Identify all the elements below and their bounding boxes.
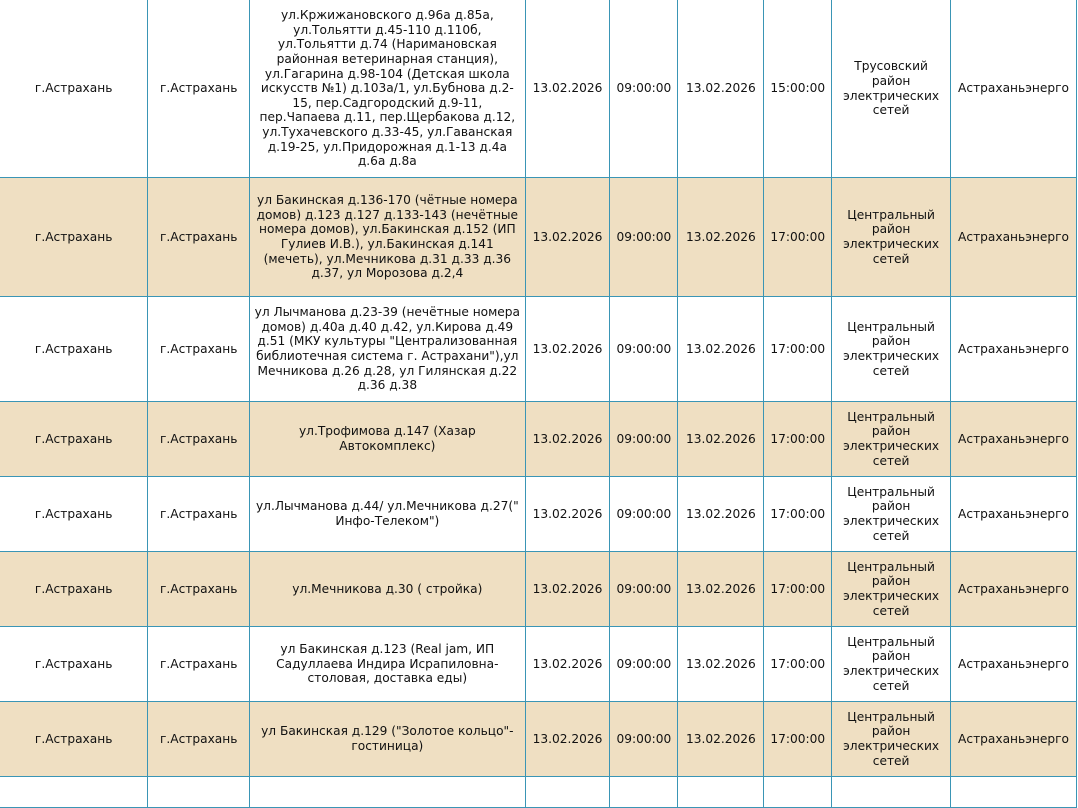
empty-cell xyxy=(764,777,832,808)
end-date-cell: 13.02.2026 xyxy=(678,297,764,402)
city-cell: г.Астрахань xyxy=(0,552,148,627)
address-cell: ул Бакинская д.129 ("Золотое кольцо"-гостиница) xyxy=(250,702,525,777)
table-row xyxy=(0,627,1077,702)
end-time-cell: 17:00:00 xyxy=(764,178,832,297)
end-time-cell: 17:00:00 xyxy=(764,477,832,552)
company-cell: Астраханьэнерго xyxy=(951,552,1077,627)
end-date-cell: 13.02.2026 xyxy=(678,477,764,552)
table-row xyxy=(0,702,1077,777)
locality-cell: г.Астрахань xyxy=(148,0,250,178)
empty-cell xyxy=(250,777,525,808)
empty-cell xyxy=(525,777,610,808)
company-cell: Астраханьэнерго xyxy=(951,627,1077,702)
city-cell: г.Астрахань xyxy=(0,402,148,477)
start-time-cell: 09:00:00 xyxy=(610,477,678,552)
address-cell: ул.Лычманова д.44/ ул.Мечникова д.27(" Инфо-Телеком") xyxy=(250,477,525,552)
end-date-cell: 13.02.2026 xyxy=(678,402,764,477)
address-cell: ул Бакинская д.136-170 (чётные номера домов) д.123 д.127 д.133-143 (нечётные номера домов), ул.Бакинская д.152 (ИП Гулиев И.В.), ул.Бакинская д.141 (мечеть), ул.Мечникова д.31 д.33 д.36 д.37, ул Морозова д.2,4 xyxy=(250,178,525,297)
city-cell: г.Астрахань xyxy=(0,627,148,702)
district-cell: Центральный район электрических сетей xyxy=(832,702,951,777)
end-date-cell: 13.02.2026 xyxy=(678,552,764,627)
locality-cell: г.Астрахань xyxy=(148,178,250,297)
start-date-cell: 13.02.2026 xyxy=(525,552,610,627)
district-cell: Центральный район электрических сетей xyxy=(832,402,951,477)
table-row xyxy=(0,402,1077,477)
start-date-cell: 13.02.2026 xyxy=(525,178,610,297)
start-date-cell: 13.02.2026 xyxy=(525,0,610,178)
district-cell: Центральный район электрических сетей xyxy=(832,552,951,627)
company-cell: Астраханьэнерго xyxy=(951,402,1077,477)
start-time-cell: 09:00:00 xyxy=(610,178,678,297)
company-cell: Астраханьэнерго xyxy=(951,702,1077,777)
city-cell: г.Астрахань xyxy=(0,702,148,777)
end-time-cell: 17:00:00 xyxy=(764,552,832,627)
start-time-cell: 09:00:00 xyxy=(610,627,678,702)
end-time-cell: 17:00:00 xyxy=(764,627,832,702)
district-cell: Центральный район электрических сетей xyxy=(832,477,951,552)
locality-cell: г.Астрахань xyxy=(148,477,250,552)
start-date-cell: 13.02.2026 xyxy=(525,402,610,477)
end-date-cell: 13.02.2026 xyxy=(678,702,764,777)
district-cell: Центральный район электрических сетей xyxy=(832,178,951,297)
address-cell: ул.Кржижановского д.96а д.85а, ул.Тольятти д.45-110 д.110б, ул.Тольятти д.74 (Наримановская районная ветеринарная станция), ул.Гагарина д.98-104 (Детская школа искусств №1) д.103а/1, ул.Бубнова д.2-15, пер.Садгородский д.9-11, пер.Чапаева д.11, пер.Щербакова д.12, ул.Тухачевского д.33-45, ул.Гаванская д.19-25, ул.Придорожная д.1-13 д.4а д.6а д.8а xyxy=(250,0,525,178)
locality-cell: г.Астрахань xyxy=(148,702,250,777)
table-row xyxy=(0,0,1077,178)
table-row-partial xyxy=(0,777,1077,808)
end-time-cell: 15:00:00 xyxy=(764,0,832,178)
start-date-cell: 13.02.2026 xyxy=(525,702,610,777)
start-time-cell: 09:00:00 xyxy=(610,297,678,402)
end-date-cell: 13.02.2026 xyxy=(678,178,764,297)
start-time-cell: 09:00:00 xyxy=(610,402,678,477)
table-row xyxy=(0,297,1077,402)
city-cell: г.Астрахань xyxy=(0,0,148,178)
empty-cell xyxy=(832,777,951,808)
address-cell: ул.Трофимова д.147 (Хазар Автокомплекс) xyxy=(250,402,525,477)
end-time-cell: 17:00:00 xyxy=(764,702,832,777)
locality-cell: г.Астрахань xyxy=(148,627,250,702)
start-time-cell: 09:00:00 xyxy=(610,702,678,777)
empty-cell xyxy=(951,777,1077,808)
empty-cell xyxy=(148,777,250,808)
start-date-cell: 13.02.2026 xyxy=(525,297,610,402)
end-time-cell: 17:00:00 xyxy=(764,402,832,477)
start-date-cell: 13.02.2026 xyxy=(525,477,610,552)
end-date-cell: 13.02.2026 xyxy=(678,0,764,178)
empty-cell xyxy=(0,777,148,808)
empty-cell xyxy=(678,777,764,808)
city-cell: г.Астрахань xyxy=(0,477,148,552)
district-cell: Трусовский район электрических сетей xyxy=(832,0,951,178)
address-cell: ул Бакинская д.123 (Real jam, ИП Садуллаева Индира Исрапиловна-столовая, доставка еды) xyxy=(250,627,525,702)
empty-cell xyxy=(610,777,678,808)
district-cell: Центральный район электрических сетей xyxy=(832,627,951,702)
start-time-cell: 09:00:00 xyxy=(610,552,678,627)
city-cell: г.Астрахань xyxy=(0,297,148,402)
locality-cell: г.Астрахань xyxy=(148,402,250,477)
end-date-cell: 13.02.2026 xyxy=(678,627,764,702)
city-cell: г.Астрахань xyxy=(0,178,148,297)
company-cell: Астраханьэнерго xyxy=(951,297,1077,402)
company-cell: Астраханьэнерго xyxy=(951,178,1077,297)
company-cell: Астраханьэнерго xyxy=(951,477,1077,552)
district-cell: Центральный район электрических сетей xyxy=(832,297,951,402)
address-cell: ул.Мечникова д.30 ( стройка) xyxy=(250,552,525,627)
start-date-cell: 13.02.2026 xyxy=(525,627,610,702)
locality-cell: г.Астрахань xyxy=(148,552,250,627)
table-row xyxy=(0,552,1077,627)
table-row xyxy=(0,178,1077,297)
address-cell: ул Лычманова д.23-39 (нечётные номера домов) д.40а д.40 д.42, ул.Кирова д.49 д.51 (МКУ культуры "Централизованная библиотечная система г. Астрахани"),ул Мечникова д.26 д.28, ул Гилянская д.22 д.36 д.38 xyxy=(250,297,525,402)
locality-cell: г.Астрахань xyxy=(148,297,250,402)
company-cell: Астраханьэнерго xyxy=(951,0,1077,178)
start-time-cell: 09:00:00 xyxy=(610,0,678,178)
table-row xyxy=(0,477,1077,552)
end-time-cell: 17:00:00 xyxy=(764,297,832,402)
